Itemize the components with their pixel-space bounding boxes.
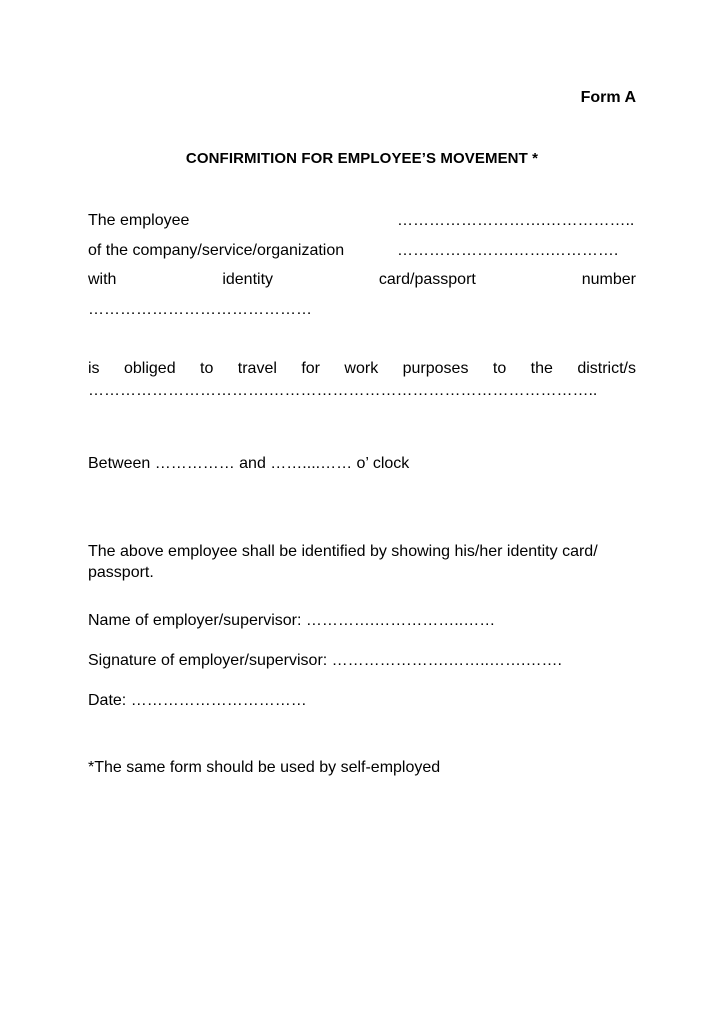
travel-word: purposes (402, 360, 469, 377)
employee-dots: ……………………….…………….. (397, 212, 635, 229)
identity-word: card/passport (378, 271, 476, 288)
between-line: Between …………… and ……....…… o’ clock (88, 455, 410, 472)
identification-note: The above employee shall be identified by showing his/her identity card/ passport. (88, 543, 598, 581)
company-label: of the company/service/organization (88, 242, 345, 259)
travel-row (88, 359, 636, 379)
employee-label: The employee (88, 212, 190, 229)
travel-word: is (88, 360, 100, 377)
employer-name-line: Name of employer/supervisor: ………….……………..…… (88, 612, 496, 629)
travel-word: to (492, 360, 507, 377)
travel-word: for (301, 360, 320, 377)
employer-signature-line: Signature of employer/supervisor: ………………….……..…….……. (88, 652, 562, 669)
identity-word: number (581, 271, 636, 288)
identity-word: identity (222, 271, 274, 288)
travel-word: travel (237, 360, 277, 377)
travel-word: obliged (123, 360, 176, 377)
form-title: CONFIRMITION FOR EMPLOYEE’S MOVEMENT * (185, 150, 539, 167)
employee-row (88, 211, 636, 231)
identity-row (88, 270, 636, 290)
travel-word: work (344, 360, 379, 377)
travel-word: to (200, 360, 214, 377)
footnote: *The same form should be used by self-employed (88, 759, 441, 776)
date-line: Date: …………………………… (88, 692, 307, 709)
form-label: Form A (580, 89, 636, 106)
company-dots: ………………….…….…………. (397, 242, 619, 259)
travel-word: the (530, 360, 553, 377)
identity-word: with (88, 271, 117, 288)
travel-dots: …………………………….…………………………………………………….. (88, 382, 598, 399)
identity-dots: …………………………………… (88, 301, 312, 318)
travel-word: district/s (577, 360, 636, 377)
company-row (88, 241, 636, 261)
